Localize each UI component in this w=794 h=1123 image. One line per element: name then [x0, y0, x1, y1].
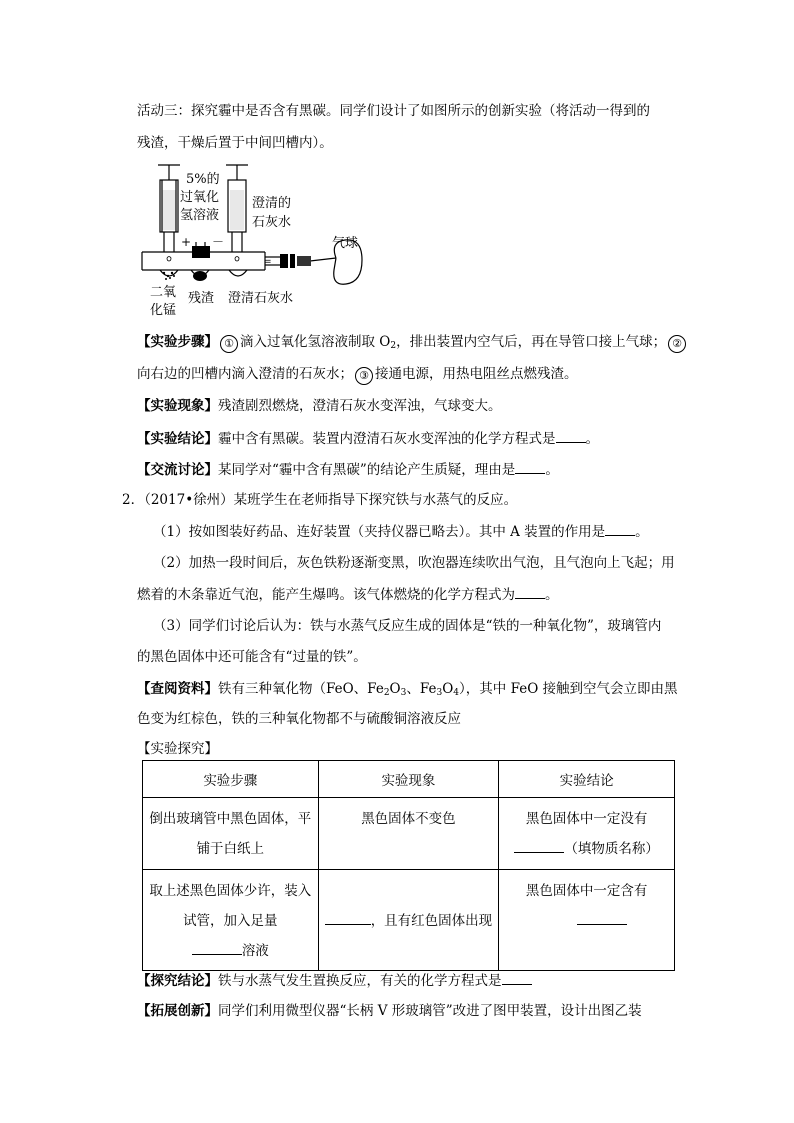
discussion-line — [137, 459, 559, 480]
r2-phenomenon — [321, 906, 497, 936]
subscript: 4 — [453, 688, 460, 698]
r2-conclusion-line1: 黑色固体中一定含有 — [525, 883, 648, 899]
explore-conclusion-text: 铁与水蒸气发生置换反应，有关的化学方程式是 — [218, 973, 502, 989]
q2-p1 — [153, 521, 649, 542]
reference-text-b: O — [389, 681, 401, 697]
r1-conclusion-line2 — [501, 834, 672, 864]
phenomenon-tag: 【实验现象】 — [137, 398, 218, 414]
answer-blank[interactable] — [514, 838, 564, 853]
q2-p3a: （3）同学们讨论后认为：铁与水蒸气反应生成的固体是“铁的一种氧化物”，玻璃管内 — [153, 618, 662, 634]
r1-step-line1: 倒出玻璃管中黑色固体，平 — [149, 811, 312, 827]
minus-sign: － — [212, 235, 225, 249]
discussion-text: 某同学对“霾中含有黑碳”的结论产生质疑，理由是 — [218, 462, 516, 478]
answer-blank[interactable] — [605, 521, 635, 536]
table-row — [143, 870, 675, 971]
answer-blank[interactable] — [502, 970, 532, 985]
experiment-table — [142, 760, 675, 971]
q2-p1-text: （1）按如图装好药品、连好装置（夹持仪器已略去）。其中 A 装置的作用是 — [153, 524, 606, 540]
reference-text-a: 铁有三种氧化物（FeO、Fe — [218, 681, 384, 697]
reference-text-c: 、Fe — [406, 681, 437, 697]
q2-p2a: （2）加热一段时间后，灰色铁粉逐渐变黑，吹泡器连续吹出气泡，且气泡向上飞起；用 — [153, 555, 675, 571]
table-header-cell: 实验步骤 — [143, 761, 319, 798]
svg-text:=: = — [264, 257, 272, 267]
r2-step-line1: 取上述黑色固体少许，装入 — [149, 883, 312, 899]
limewater-below-label: 澄清石灰水 — [228, 291, 294, 306]
discussion-end: 。 — [545, 462, 559, 478]
steps-text1a: 滴入过氧化氢溶液制取 O — [240, 334, 391, 350]
phenomenon-text: 残渣剧烈燃烧，澄清石灰水变浑浊，气球变大。 — [218, 398, 502, 414]
answer-blank[interactable] — [192, 940, 242, 955]
discussion-tag: 【交流讨论】 — [137, 462, 218, 478]
balloon-label: 气球 — [332, 236, 359, 251]
activity3-line2: 残渣，干燥后置于中间凹槽内）。 — [137, 135, 333, 151]
explore-conclusion-line — [137, 970, 532, 991]
table-cell — [318, 798, 499, 870]
q2-p3b: 的黑色固体中还可能含有“过量的铁”。 — [137, 649, 367, 665]
answer-blank[interactable] — [515, 459, 545, 474]
extension-line — [137, 1001, 642, 1021]
conclusion-end: 。 — [585, 431, 599, 447]
q2-p2-end: 。 — [545, 587, 559, 603]
extension-tag: 【拓展创新】 — [137, 1003, 218, 1019]
q2-p2b — [137, 584, 559, 605]
subscript: 3 — [400, 688, 407, 698]
h2o2-label-1: 5%的 — [186, 172, 220, 187]
reference-tag: 【查阅资料】 — [137, 681, 218, 697]
o2-subscript: 2 — [390, 341, 397, 351]
q2-p1-end: 。 — [635, 524, 649, 540]
r2-step-line3 — [145, 936, 316, 966]
table-cell — [143, 798, 319, 870]
reference-line2: 色变为红棕色，铁的三种氧化物都不与硫酸铜溶液反应 — [137, 711, 461, 727]
answer-blank[interactable] — [577, 910, 627, 925]
activity3-line1: 活动三：探究霾中是否含有黑碳。同学们设计了如图所示的创新实验（将活动一得到的 — [137, 103, 650, 119]
q2-title: 2．（2017•徐州）某班学生在老师指导下探究铁与水蒸气的反应。 — [122, 492, 518, 508]
steps-tag: 【实验步骤】 — [137, 334, 218, 350]
r1-phenomenon: 黑色固体不变色 — [361, 811, 456, 827]
mno2-label-2: 化锰 — [150, 303, 177, 318]
steps-text1b: ，排出装置内空气后，再在导管口接上气球； — [396, 334, 667, 350]
table-cell — [143, 870, 319, 971]
step3-marker: ③ — [355, 367, 373, 385]
limewater-label-1: 澄清的 — [252, 196, 292, 211]
h2o2-label-2: 过氧化 — [180, 190, 220, 205]
answer-blank[interactable] — [325, 910, 371, 925]
r2-step-line2: 试管，加入足量 — [183, 913, 278, 929]
table-cell — [499, 870, 675, 971]
plus-sign: + — [181, 235, 192, 249]
r1-conclusion-note: （填物质名称） — [564, 841, 659, 857]
r2-conclusion-line2 — [501, 906, 672, 936]
steps-line2 — [137, 364, 578, 385]
steps-line2b: 接通电源，用热电阻丝点燃残渣。 — [375, 366, 578, 382]
table-cell — [318, 870, 499, 971]
step2-marker: ② — [668, 335, 686, 353]
extension-text: 同学们利用微型仪器“长柄 V 形玻璃管”改进了图甲装置，设计出图乙装 — [218, 1003, 642, 1019]
reference-text-e: ），其中 FeO 接触到空气会立即由黑 — [459, 681, 678, 697]
table-header-cell: 实验现象 — [318, 761, 499, 798]
table-header-row — [143, 761, 675, 798]
answer-blank[interactable] — [556, 428, 586, 443]
explore-tag: 【实验探究】 — [137, 741, 218, 757]
reference-text-d: O — [442, 681, 454, 697]
r1-step-line2: 铺于白纸上 — [196, 841, 265, 857]
r1-conclusion-line1: 黑色固体中一定没有 — [525, 811, 648, 827]
r2-step-solution: 溶液 — [241, 943, 269, 959]
conclusion-line — [137, 428, 599, 449]
steps-line1 — [137, 332, 688, 353]
reference-line1 — [137, 679, 678, 699]
table-header-cell: 实验结论 — [499, 761, 675, 798]
r2-phenomenon-text: ，且有红色固体出现 — [370, 913, 493, 929]
table-row — [143, 798, 675, 870]
q2-p2b-text: 燃着的木条靠近气泡，能产生爆鸣。该气体燃烧的化学方程式为 — [137, 587, 515, 603]
steps-line2a: 向右边的凹槽内滴入澄清的石灰水； — [137, 366, 353, 382]
step1-marker: ① — [220, 335, 238, 353]
phenomenon-line — [137, 396, 502, 416]
explore-conclusion-tag: 【探究结论】 — [137, 973, 218, 989]
residue-label: 残渣 — [188, 291, 215, 306]
answer-blank[interactable] — [515, 584, 545, 599]
subscript: 2 — [383, 688, 390, 698]
conclusion-text: 霾中含有黑碳。装置内澄清石灰水变浑浊的化学方程式是 — [218, 431, 556, 447]
subscript: 3 — [436, 688, 443, 698]
apparatus-figure — [140, 160, 370, 325]
conclusion-tag: 【实验结论】 — [137, 431, 218, 447]
limewater-label-2: 石灰水 — [252, 215, 292, 230]
mno2-label-1: 二氧 — [150, 285, 177, 300]
table-cell — [499, 798, 675, 870]
h2o2-label-3: 氢溶液 — [180, 208, 220, 223]
